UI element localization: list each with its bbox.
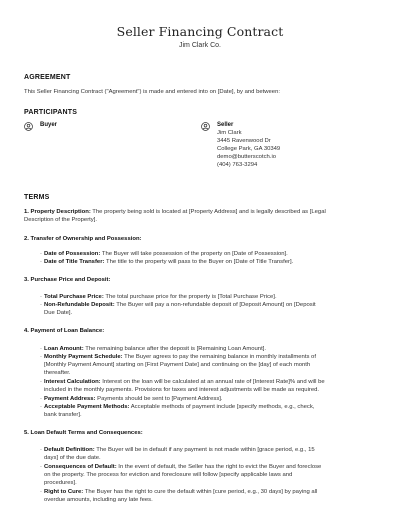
- user-circle-icon: [201, 122, 210, 131]
- terms-heading: TERMS: [24, 194, 50, 201]
- participants-heading: PARTICIPANTS: [24, 109, 78, 116]
- term-2-date-of-title-transfer: · Date of Title Transfer: The title to the property will pass to the Buyer on [Date of Title Transfer].: [40, 259, 294, 265]
- seller-name: Jim Clark: [217, 130, 242, 136]
- term-3-title: 3. Purchase Price and Deposit:: [24, 277, 111, 283]
- document-title: Seller Financing Contract: [116, 24, 284, 39]
- term-4-payment-address: · Payment Address: Payments should be sent to [Payment Address].: [40, 396, 223, 402]
- buyer-block: [24, 122, 174, 142]
- term-2-title: 2. Transfer of Ownership and Possession:: [24, 236, 142, 242]
- seller-block: [201, 122, 371, 174]
- term-5-right-to-cure: · Right to Cure: The Buyer has the right to cure the default within [cure period, e.g., 30 days] by paying all overdue amounts, including any late fees.: [40, 489, 318, 504]
- term-5-consequences-of-default: · Consequences of Default: In the event of default, the Seller has the right to evict the Buyer and foreclose on the property. The process for eviction and foreclosure will follow [specify applicable laws and procedures].: [40, 464, 322, 487]
- seller-city: College Park, GA 30349: [217, 146, 281, 152]
- term-5-title: 5. Loan Default Terms and Consequences:: [24, 430, 143, 436]
- term-2-date-of-possession: · Date of Possession: The Buyer will take possession of the property on [Date of Possession].: [40, 251, 288, 257]
- term-1-text-line: The property being sold is located at [Property Address] and is legally described as [Legal: [90, 209, 326, 215]
- user-circle-icon: [24, 122, 33, 131]
- term-4-acceptable-payment-methods: · Acceptable Payment Methods: Acceptable methods of payment include [specify methods, e.g., check, bank transfer].: [40, 404, 315, 419]
- term-4-title: 4. Payment of Loan Balance:: [24, 328, 105, 334]
- term-3-total-purchase-price: · Total Purchase Price: The total purchase price for the property is [Total Purchase Price].: [40, 294, 277, 300]
- document-subtitle: Jim Clark Co.: [178, 42, 221, 49]
- term-1-label: 1. Property Description:: [24, 209, 91, 215]
- seller-label: Seller: [217, 122, 234, 128]
- agreement-text: This Seller Financing Contract ("Agreement") is made and entered into on [Date], by and between:: [24, 89, 280, 95]
- term-3-non-refundable-deposit: · Non-Refundable Deposit: The Buyer will pay a non-refundable deposit of [Deposit Amount] on [Deposit Due Date].: [40, 302, 316, 317]
- term-1-text-line: Description of the Property].: [24, 217, 98, 224]
- term-1-property-description: [24, 208, 374, 225]
- seller-email: demo@butterscotch.io: [217, 154, 277, 160]
- seller-phone: (404) 763-3294: [217, 162, 258, 168]
- term-5-default-definition: · Default Definition: The Buyer will be in default if any payment is not made within [grace period, e.g., 15 days] of the due date.: [40, 447, 315, 462]
- buyer-label: Buyer: [40, 122, 58, 128]
- agreement-heading: AGREEMENT: [24, 74, 71, 81]
- term-4-monthly-payment-schedule: · Monthly Payment Schedule: The Buyer agrees to pay the remaining balance in monthly installments of [Monthly Payment Amount] starting on [First Payment Date] and continuing on the [day] of each month thereafter.: [40, 354, 316, 377]
- term-4-interest-calculation: · Interest Calculation: Interest on the loan will be calculated at an annual rate of [Interest Rate]% and will be included in the monthly payments. Provisions for taxes and interest adjustments will be made as required.: [40, 379, 325, 394]
- term-4-loan-amount: · Loan Amount: The remaining balance after the deposit is [Remaining Loan Amount].: [40, 346, 266, 352]
- seller-street: 3445 Ravenwood Dr: [217, 138, 271, 144]
